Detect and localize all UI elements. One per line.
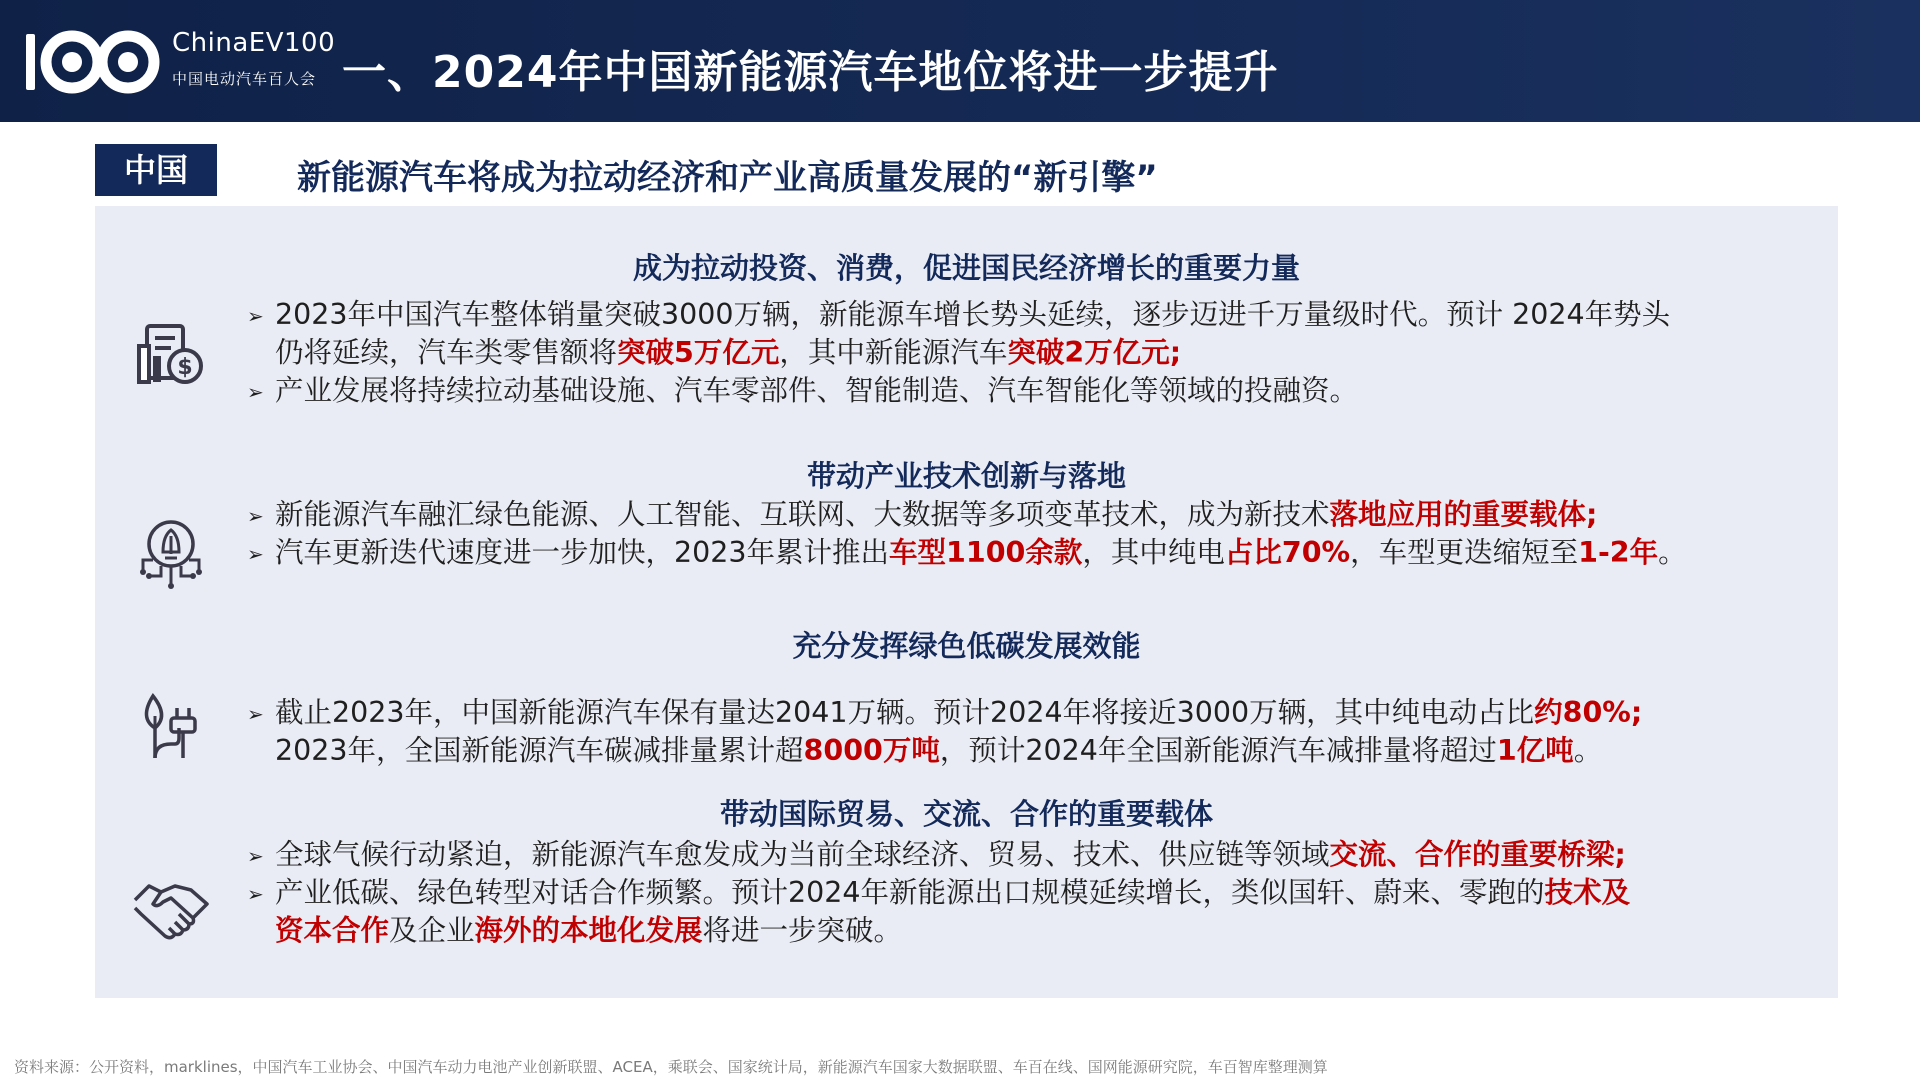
header-bar (0, 0, 1920, 122)
bullet-item: ➢ 2023年中国汽车整体销量突破3000万辆，新能源车增长势头延续，逐步迈进千万量级时代。预计 2024年势头 仍将延续，汽车类零售额将突破5万亿元，其中新能源汽车突破2万亿元; (247, 298, 1671, 369)
bullet-item: ➢ 汽车更新迭代速度进一步加快，2023年累计推出车型1100余款，其中纯电占比70%，车型更迭缩短至1-2年。 (247, 534, 1817, 572)
handshake-icon (131, 870, 211, 950)
section-title: 带动国际贸易、交流、合作的重要载体 (719, 797, 1213, 831)
content-panel (95, 206, 1838, 998)
leaf-plug-icon (131, 688, 211, 768)
section-title: 充分发挥绿色低碳发展效能 (792, 629, 1141, 663)
bullet-item: ➢ 产业发展将持续拉动基础设施、汽车零部件、智能制造、汽车智能化等领域的投融资。 (247, 372, 1817, 410)
arrow-bullet-icon: ➢ (247, 702, 264, 726)
bullet-item: ➢ 全球气候行动紧迫，新能源汽车愈发成为当前全球经济、贸易、技术、供应链等领域交流、合作的重要桥梁; (247, 836, 1817, 874)
page-title: 一、2024年中国新能源汽车地位将进一步提升 (342, 47, 1279, 98)
logo-100-icon (24, 20, 164, 102)
logo-text-en: ChinaEV100 (172, 28, 336, 58)
source-note: 资料来源：公开资料，marklines，中国汽车工业协会、中国汽车动力电池产业创新联盟、ACEA，乘联会、国家统计局，新能源汽车国家大数据联盟、车百在线、国网能源研究院，车百智库整理测算 (14, 1058, 1328, 1076)
bullet-list (247, 296, 1817, 410)
bullet-list (247, 496, 1817, 572)
slide-subtitle: 新能源汽车将成为拉动经济和产业高质量发展的“新引擎” (297, 158, 1158, 198)
bullet-list (247, 694, 1817, 770)
arrow-bullet-icon: ➢ (247, 304, 264, 328)
region-tag: 中国 (95, 144, 217, 196)
lightbulb-circuit-icon (131, 514, 211, 594)
bullet-item: ➢ 产业低碳、绿色转型对话合作频繁。预计2024年新能源出口规模延续增长，类似国轩、蔚来、零跑的技术及 资本合作及企业海外的本地化发展将进一步突破。 (247, 876, 1631, 947)
section-title: 成为拉动投资、消费，促进国民经济增长的重要力量 (632, 251, 1300, 285)
bullet-item: ➢ 截止2023年，中国新能源汽车保有量达2041万辆。预计2024年将接近3000万辆，其中纯电动占比约80%; 2023年，全国新能源汽车碳减排量累计超8000万吨，预计2024年全国新能源汽车减排量将超过1亿吨。 (247, 696, 1643, 767)
logo-text-cn: 中国电动汽车百人会 (172, 70, 317, 88)
arrow-bullet-icon: ➢ (247, 542, 264, 566)
document-money-icon (131, 316, 211, 396)
section-title: 带动产业技术创新与落地 (806, 459, 1126, 493)
arrow-bullet-icon: ➢ (247, 844, 264, 868)
logo (24, 20, 336, 102)
bullet-item: ➢ 新能源汽车融汇绿色能源、人工智能、互联网、大数据等多项变革技术，成为新技术落地应用的重要载体; (247, 496, 1817, 534)
svg-text:$: $ (177, 355, 193, 380)
arrow-bullet-icon: ➢ (247, 882, 264, 906)
arrow-bullet-icon: ➢ (247, 504, 264, 528)
bullet-list (247, 836, 1817, 950)
arrow-bullet-icon: ➢ (247, 380, 264, 404)
